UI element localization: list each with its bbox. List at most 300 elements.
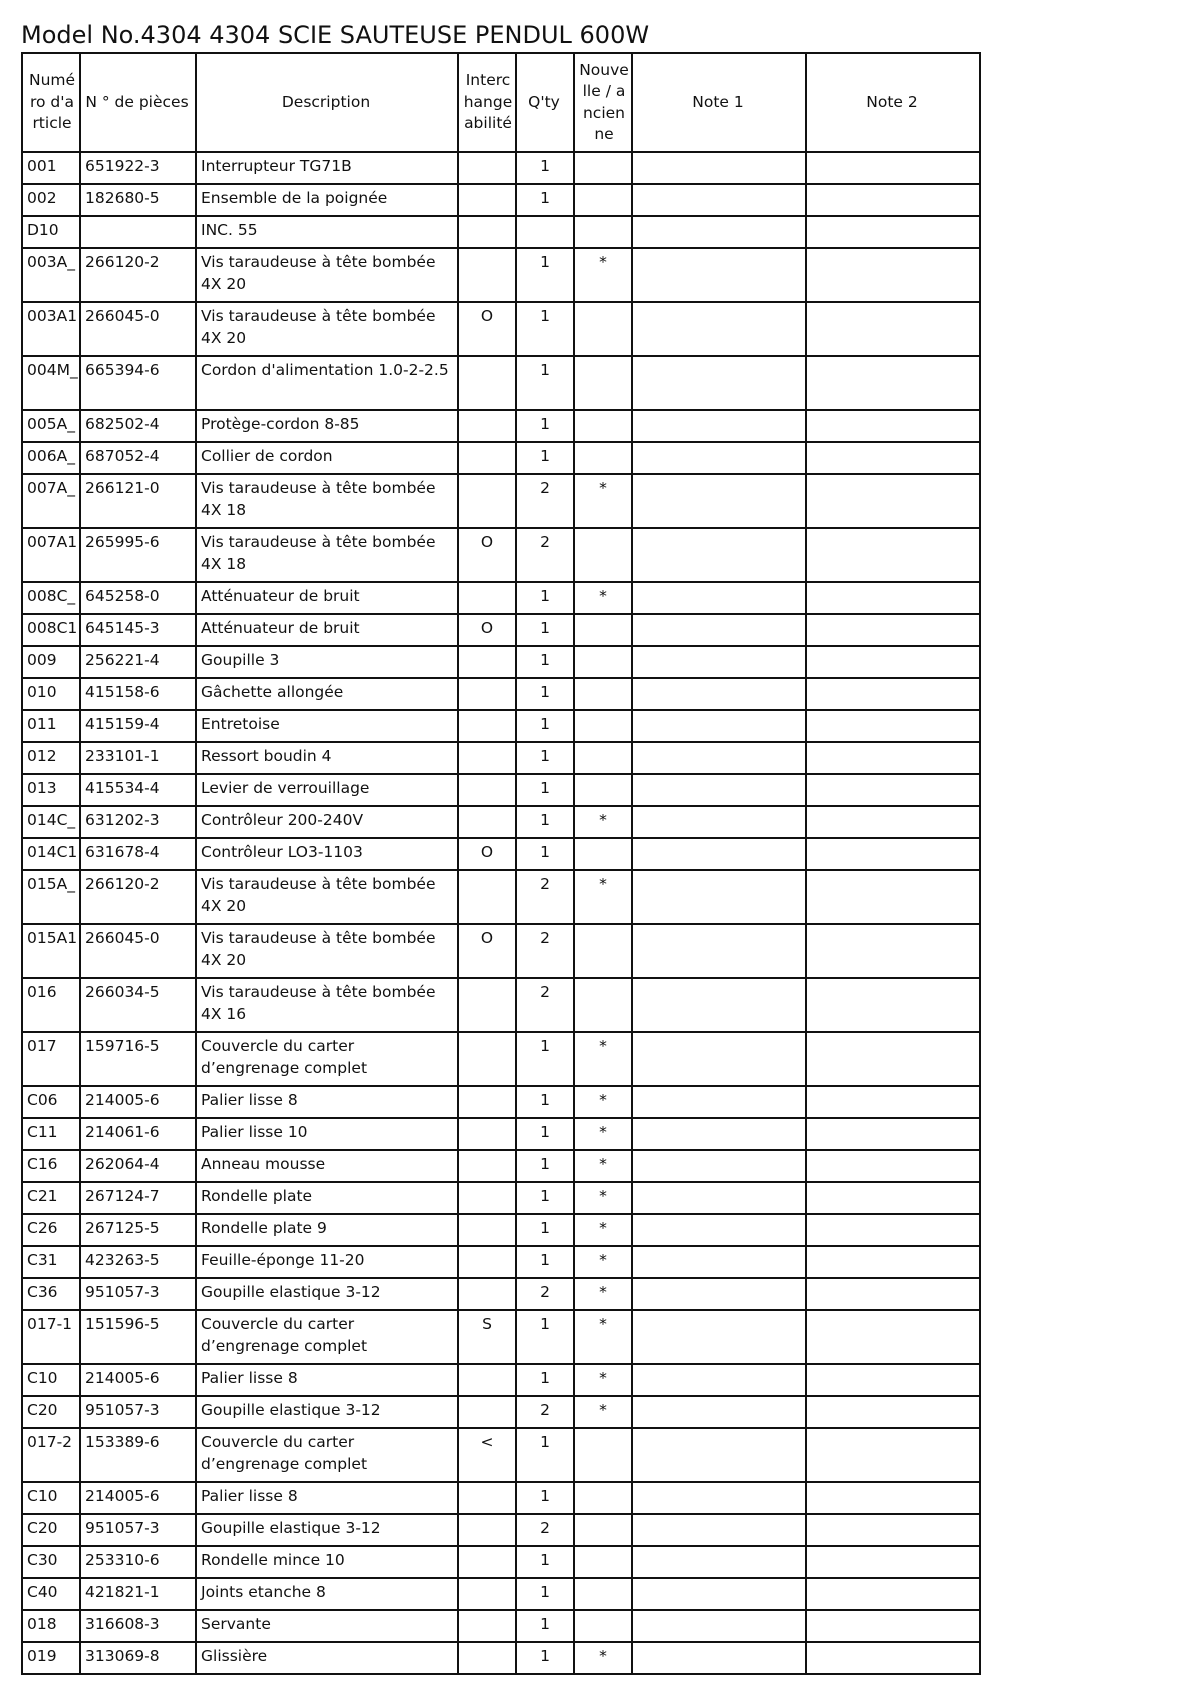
- cell-new-old: [574, 614, 632, 646]
- cell-interchangeability: [458, 1482, 516, 1514]
- cell-note-1: [632, 1310, 806, 1364]
- table-row: [22, 1150, 980, 1182]
- cell-interchangeability: [458, 1514, 516, 1546]
- cell-description: Levier de verrouillage: [196, 774, 458, 806]
- cell-new-old: *: [574, 1118, 632, 1150]
- cell-note-2: [806, 806, 980, 838]
- cell-description: Contrôleur LO3-1103: [196, 838, 458, 870]
- cell-note-2: [806, 1278, 980, 1310]
- cell-note-2: [806, 528, 980, 582]
- cell-quantity: 1: [516, 442, 574, 474]
- cell-description: Vis taraudeuse à tête bombée 4X 20: [196, 870, 458, 924]
- header-quantity: Q'ty: [516, 53, 574, 152]
- cell-note-2: [806, 1364, 980, 1396]
- header-note-1: Note 1: [632, 53, 806, 152]
- cell-note-2: [806, 838, 980, 870]
- cell-quantity: 1: [516, 1642, 574, 1674]
- cell-interchangeability: [458, 1086, 516, 1118]
- cell-part-number: 151596-5: [80, 1310, 196, 1364]
- cell-quantity: 1: [516, 646, 574, 678]
- cell-interchangeability: [458, 474, 516, 528]
- cell-item-number: 003A1: [22, 302, 80, 356]
- cell-interchangeability: [458, 806, 516, 838]
- cell-description: Feuille-éponge 11-20: [196, 1246, 458, 1278]
- cell-interchangeability: [458, 1182, 516, 1214]
- cell-quantity: 2: [516, 1514, 574, 1546]
- cell-item-number: 015A_: [22, 870, 80, 924]
- cell-note-2: [806, 678, 980, 710]
- cell-item-number: C40: [22, 1578, 80, 1610]
- cell-note-1: [632, 1578, 806, 1610]
- cell-item-number: C11: [22, 1118, 80, 1150]
- cell-quantity: 1: [516, 302, 574, 356]
- cell-part-number: 214061-6: [80, 1118, 196, 1150]
- cell-note-2: [806, 1310, 980, 1364]
- cell-interchangeability: [458, 1214, 516, 1246]
- cell-note-1: [632, 302, 806, 356]
- cell-note-2: [806, 184, 980, 216]
- cell-description: Rondelle plate: [196, 1182, 458, 1214]
- cell-part-number: 153389-6: [80, 1428, 196, 1482]
- table-row: [22, 1182, 980, 1214]
- cell-interchangeability: O: [458, 528, 516, 582]
- cell-interchangeability: [458, 1642, 516, 1674]
- cell-part-number: 631202-3: [80, 806, 196, 838]
- cell-interchangeability: O: [458, 838, 516, 870]
- cell-note-2: [806, 410, 980, 442]
- cell-description: Anneau mousse: [196, 1150, 458, 1182]
- cell-note-2: [806, 1246, 980, 1278]
- cell-new-old: [574, 302, 632, 356]
- table-row: [22, 302, 980, 356]
- cell-part-number: 182680-5: [80, 184, 196, 216]
- cell-new-old: [574, 1578, 632, 1610]
- cell-description: Entretoise: [196, 710, 458, 742]
- table-row: [22, 742, 980, 774]
- cell-description: Palier lisse 8: [196, 1482, 458, 1514]
- cell-description: Couvercle du carter d’engrenage complet: [196, 1032, 458, 1086]
- cell-description: Glissière: [196, 1642, 458, 1674]
- cell-description: Atténuateur de bruit: [196, 614, 458, 646]
- cell-part-number: 316608-3: [80, 1610, 196, 1642]
- cell-note-1: [632, 1482, 806, 1514]
- table-row: [22, 1546, 980, 1578]
- cell-description: Palier lisse 8: [196, 1364, 458, 1396]
- cell-note-1: [632, 1150, 806, 1182]
- cell-item-number: C30: [22, 1546, 80, 1578]
- cell-part-number: 267125-5: [80, 1214, 196, 1246]
- cell-quantity: 2: [516, 978, 574, 1032]
- header-new-old: Nouvelle / ancienne: [574, 53, 632, 152]
- cell-note-2: [806, 216, 980, 248]
- cell-part-number: 313069-8: [80, 1642, 196, 1674]
- cell-description: Atténuateur de bruit: [196, 582, 458, 614]
- cell-interchangeability: [458, 1118, 516, 1150]
- cell-item-number: 008C_: [22, 582, 80, 614]
- cell-item-number: 001: [22, 152, 80, 184]
- cell-note-1: [632, 474, 806, 528]
- cell-part-number: 214005-6: [80, 1482, 196, 1514]
- cell-interchangeability: [458, 1364, 516, 1396]
- cell-quantity: 1: [516, 1086, 574, 1118]
- cell-item-number: C21: [22, 1182, 80, 1214]
- cell-part-number: 645258-0: [80, 582, 196, 614]
- cell-note-2: [806, 1214, 980, 1246]
- cell-description: Vis taraudeuse à tête bombée 4X 18: [196, 474, 458, 528]
- cell-quantity: 1: [516, 356, 574, 410]
- cell-new-old: [574, 978, 632, 1032]
- cell-description: Rondelle plate 9: [196, 1214, 458, 1246]
- cell-note-2: [806, 1428, 980, 1482]
- cell-note-1: [632, 356, 806, 410]
- cell-item-number: C20: [22, 1514, 80, 1546]
- cell-quantity: 1: [516, 1428, 574, 1482]
- cell-item-number: 011: [22, 710, 80, 742]
- cell-quantity: 1: [516, 1364, 574, 1396]
- cell-item-number: 017-2: [22, 1428, 80, 1482]
- cell-part-number: 415159-4: [80, 710, 196, 742]
- cell-new-old: [574, 152, 632, 184]
- cell-description: Couvercle du carter d’engrenage complet: [196, 1310, 458, 1364]
- table-row: [22, 356, 980, 410]
- cell-part-number: 214005-6: [80, 1364, 196, 1396]
- cell-new-old: *: [574, 582, 632, 614]
- cell-note-2: [806, 924, 980, 978]
- table-row: [22, 678, 980, 710]
- cell-new-old: [574, 1428, 632, 1482]
- cell-description: Vis taraudeuse à tête bombée 4X 20: [196, 248, 458, 302]
- table-row: [22, 1032, 980, 1086]
- cell-item-number: 014C_: [22, 806, 80, 838]
- cell-note-2: [806, 1578, 980, 1610]
- cell-new-old: *: [574, 1086, 632, 1118]
- cell-quantity: 1: [516, 742, 574, 774]
- table-row: [22, 582, 980, 614]
- cell-quantity: 2: [516, 528, 574, 582]
- cell-note-1: [632, 924, 806, 978]
- header-interchangeability: Interchangeabilité: [458, 53, 516, 152]
- table-row: [22, 806, 980, 838]
- cell-new-old: *: [574, 248, 632, 302]
- cell-interchangeability: [458, 152, 516, 184]
- cell-interchangeability: [458, 978, 516, 1032]
- table-row: [22, 1514, 980, 1546]
- cell-note-2: [806, 870, 980, 924]
- cell-new-old: [574, 356, 632, 410]
- cell-part-number: 415534-4: [80, 774, 196, 806]
- table-row: [22, 646, 980, 678]
- cell-quantity: 1: [516, 410, 574, 442]
- cell-item-number: 016: [22, 978, 80, 1032]
- table-row: [22, 1246, 980, 1278]
- cell-item-number: 009: [22, 646, 80, 678]
- cell-note-1: [632, 410, 806, 442]
- cell-item-number: D10: [22, 216, 80, 248]
- cell-quantity: 1: [516, 152, 574, 184]
- cell-new-old: *: [574, 1182, 632, 1214]
- table-row: [22, 410, 980, 442]
- cell-item-number: 002: [22, 184, 80, 216]
- cell-new-old: [574, 710, 632, 742]
- cell-item-number: 008C1: [22, 614, 80, 646]
- cell-quantity: 1: [516, 838, 574, 870]
- cell-part-number: 233101-1: [80, 742, 196, 774]
- cell-note-1: [632, 184, 806, 216]
- cell-note-1: [632, 870, 806, 924]
- cell-note-2: [806, 1150, 980, 1182]
- cell-quantity: 1: [516, 1578, 574, 1610]
- cell-part-number: 687052-4: [80, 442, 196, 474]
- cell-description: Goupille elastique 3-12: [196, 1514, 458, 1546]
- cell-note-2: [806, 474, 980, 528]
- cell-new-old: [574, 1610, 632, 1642]
- cell-item-number: 019: [22, 1642, 80, 1674]
- cell-part-number: [80, 216, 196, 248]
- cell-part-number: 266045-0: [80, 302, 196, 356]
- cell-part-number: 951057-3: [80, 1278, 196, 1310]
- cell-part-number: 421821-1: [80, 1578, 196, 1610]
- cell-quantity: 1: [516, 582, 574, 614]
- cell-description: Vis taraudeuse à tête bombée 4X 20: [196, 302, 458, 356]
- cell-item-number: 007A_: [22, 474, 80, 528]
- table-row: [22, 248, 980, 302]
- header-description: Description: [196, 53, 458, 152]
- cell-note-1: [632, 1246, 806, 1278]
- cell-new-old: [574, 184, 632, 216]
- cell-note-1: [632, 1032, 806, 1086]
- cell-quantity: 1: [516, 806, 574, 838]
- cell-note-1: [632, 1642, 806, 1674]
- cell-new-old: *: [574, 1032, 632, 1086]
- cell-quantity: 1: [516, 1246, 574, 1278]
- table-row: [22, 474, 980, 528]
- cell-note-2: [806, 774, 980, 806]
- cell-new-old: [574, 528, 632, 582]
- cell-interchangeability: [458, 742, 516, 774]
- cell-part-number: 415158-6: [80, 678, 196, 710]
- cell-note-1: [632, 582, 806, 614]
- cell-quantity: 1: [516, 1610, 574, 1642]
- cell-interchangeability: O: [458, 302, 516, 356]
- cell-item-number: C16: [22, 1150, 80, 1182]
- parts-table: [21, 52, 981, 1675]
- cell-description: Vis taraudeuse à tête bombée 4X 18: [196, 528, 458, 582]
- cell-note-2: [806, 1514, 980, 1546]
- cell-note-1: [632, 1610, 806, 1642]
- cell-interchangeability: [458, 216, 516, 248]
- cell-interchangeability: [458, 1246, 516, 1278]
- cell-description: Goupille elastique 3-12: [196, 1396, 458, 1428]
- table-row: [22, 442, 980, 474]
- cell-description: Rondelle mince 10: [196, 1546, 458, 1578]
- table-row: [22, 1482, 980, 1514]
- cell-interchangeability: [458, 870, 516, 924]
- cell-interchangeability: [458, 1278, 516, 1310]
- table-row: [22, 184, 980, 216]
- cell-interchangeability: [458, 646, 516, 678]
- cell-quantity: 1: [516, 184, 574, 216]
- cell-interchangeability: [458, 1396, 516, 1428]
- cell-note-2: [806, 614, 980, 646]
- cell-description: Collier de cordon: [196, 442, 458, 474]
- cell-note-2: [806, 248, 980, 302]
- cell-description: INC. 55: [196, 216, 458, 248]
- cell-interchangeability: [458, 1610, 516, 1642]
- cell-quantity: 1: [516, 774, 574, 806]
- cell-note-1: [632, 978, 806, 1032]
- cell-note-1: [632, 442, 806, 474]
- cell-note-1: [632, 742, 806, 774]
- cell-part-number: 214005-6: [80, 1086, 196, 1118]
- table-row: [22, 1610, 980, 1642]
- cell-new-old: [574, 1546, 632, 1578]
- table-row: [22, 152, 980, 184]
- cell-part-number: 262064-4: [80, 1150, 196, 1182]
- cell-note-2: [806, 1482, 980, 1514]
- table-row: [22, 774, 980, 806]
- cell-interchangeability: O: [458, 924, 516, 978]
- cell-item-number: 007A1: [22, 528, 80, 582]
- cell-note-1: [632, 710, 806, 742]
- cell-new-old: *: [574, 1246, 632, 1278]
- cell-item-number: 017: [22, 1032, 80, 1086]
- cell-note-1: [632, 646, 806, 678]
- cell-note-2: [806, 1610, 980, 1642]
- cell-note-1: [632, 1118, 806, 1150]
- cell-description: Ressort boudin 4: [196, 742, 458, 774]
- table-row: [22, 1642, 980, 1674]
- table-row: [22, 1214, 980, 1246]
- cell-quantity: 1: [516, 1214, 574, 1246]
- cell-item-number: 014C1: [22, 838, 80, 870]
- cell-note-2: [806, 302, 980, 356]
- table-row: [22, 216, 980, 248]
- cell-note-1: [632, 1182, 806, 1214]
- cell-quantity: 1: [516, 1118, 574, 1150]
- cell-note-1: [632, 806, 806, 838]
- cell-quantity: 1: [516, 614, 574, 646]
- cell-item-number: 017-1: [22, 1310, 80, 1364]
- table-row: [22, 710, 980, 742]
- table-row: [22, 1578, 980, 1610]
- header-row: [22, 53, 980, 152]
- cell-note-2: [806, 152, 980, 184]
- table-row: [22, 1278, 980, 1310]
- cell-interchangeability: [458, 582, 516, 614]
- cell-item-number: C31: [22, 1246, 80, 1278]
- cell-note-2: [806, 742, 980, 774]
- cell-new-old: [574, 742, 632, 774]
- cell-new-old: *: [574, 1396, 632, 1428]
- cell-note-2: [806, 1032, 980, 1086]
- cell-note-1: [632, 1428, 806, 1482]
- cell-quantity: 1: [516, 1182, 574, 1214]
- cell-note-2: [806, 646, 980, 678]
- table-row: [22, 1086, 980, 1118]
- table-row: [22, 614, 980, 646]
- cell-item-number: 013: [22, 774, 80, 806]
- cell-description: Couvercle du carter d’engrenage complet: [196, 1428, 458, 1482]
- table-row: [22, 978, 980, 1032]
- cell-quantity: 1: [516, 1032, 574, 1086]
- cell-description: Interrupteur TG71B: [196, 152, 458, 184]
- table-row: [22, 1396, 980, 1428]
- cell-note-2: [806, 1086, 980, 1118]
- table-row: [22, 1118, 980, 1150]
- cell-part-number: 951057-3: [80, 1396, 196, 1428]
- cell-interchangeability: [458, 1578, 516, 1610]
- cell-note-1: [632, 1396, 806, 1428]
- cell-item-number: 015A1: [22, 924, 80, 978]
- table-row: [22, 1310, 980, 1364]
- cell-part-number: 631678-4: [80, 838, 196, 870]
- cell-new-old: [574, 1482, 632, 1514]
- cell-interchangeability: [458, 678, 516, 710]
- cell-note-2: [806, 442, 980, 474]
- cell-new-old: *: [574, 1642, 632, 1674]
- cell-description: Ensemble de la poignée: [196, 184, 458, 216]
- cell-description: Palier lisse 8: [196, 1086, 458, 1118]
- table-body: [22, 152, 980, 1674]
- cell-interchangeability: [458, 710, 516, 742]
- table-row: [22, 528, 980, 582]
- cell-quantity: 1: [516, 1310, 574, 1364]
- cell-description: Vis taraudeuse à tête bombée 4X 16: [196, 978, 458, 1032]
- cell-item-number: 018: [22, 1610, 80, 1642]
- cell-quantity: 1: [516, 1150, 574, 1182]
- cell-part-number: 423263-5: [80, 1246, 196, 1278]
- cell-quantity: 1: [516, 248, 574, 302]
- cell-new-old: [574, 646, 632, 678]
- cell-note-1: [632, 614, 806, 646]
- cell-note-1: [632, 216, 806, 248]
- cell-part-number: 266034-5: [80, 978, 196, 1032]
- cell-part-number: 266121-0: [80, 474, 196, 528]
- cell-note-2: [806, 1396, 980, 1428]
- cell-part-number: 253310-6: [80, 1546, 196, 1578]
- cell-quantity: 2: [516, 924, 574, 978]
- cell-quantity: 2: [516, 870, 574, 924]
- cell-new-old: [574, 1514, 632, 1546]
- cell-note-1: [632, 528, 806, 582]
- cell-new-old: *: [574, 1310, 632, 1364]
- cell-note-2: [806, 582, 980, 614]
- cell-item-number: C20: [22, 1396, 80, 1428]
- cell-interchangeability: [458, 356, 516, 410]
- cell-part-number: 682502-4: [80, 410, 196, 442]
- cell-note-2: [806, 978, 980, 1032]
- cell-description: Contrôleur 200-240V: [196, 806, 458, 838]
- header-part-number: N ° de pièces: [80, 53, 196, 152]
- table-row: [22, 924, 980, 978]
- cell-quantity: [516, 216, 574, 248]
- cell-note-1: [632, 1214, 806, 1246]
- cell-note-2: [806, 710, 980, 742]
- cell-item-number: C36: [22, 1278, 80, 1310]
- cell-new-old: [574, 442, 632, 474]
- cell-description: Cordon d'alimentation 1.0-2-2.5: [196, 356, 458, 410]
- cell-new-old: [574, 774, 632, 806]
- cell-item-number: 010: [22, 678, 80, 710]
- page-title: Model No.4304 4304 SCIE SAUTEUSE PENDUL 600W: [21, 21, 650, 49]
- cell-note-2: [806, 356, 980, 410]
- cell-note-1: [632, 1546, 806, 1578]
- cell-note-1: [632, 678, 806, 710]
- cell-item-number: 003A_: [22, 248, 80, 302]
- cell-item-number: C26: [22, 1214, 80, 1246]
- cell-interchangeability: [458, 1032, 516, 1086]
- cell-part-number: 951057-3: [80, 1514, 196, 1546]
